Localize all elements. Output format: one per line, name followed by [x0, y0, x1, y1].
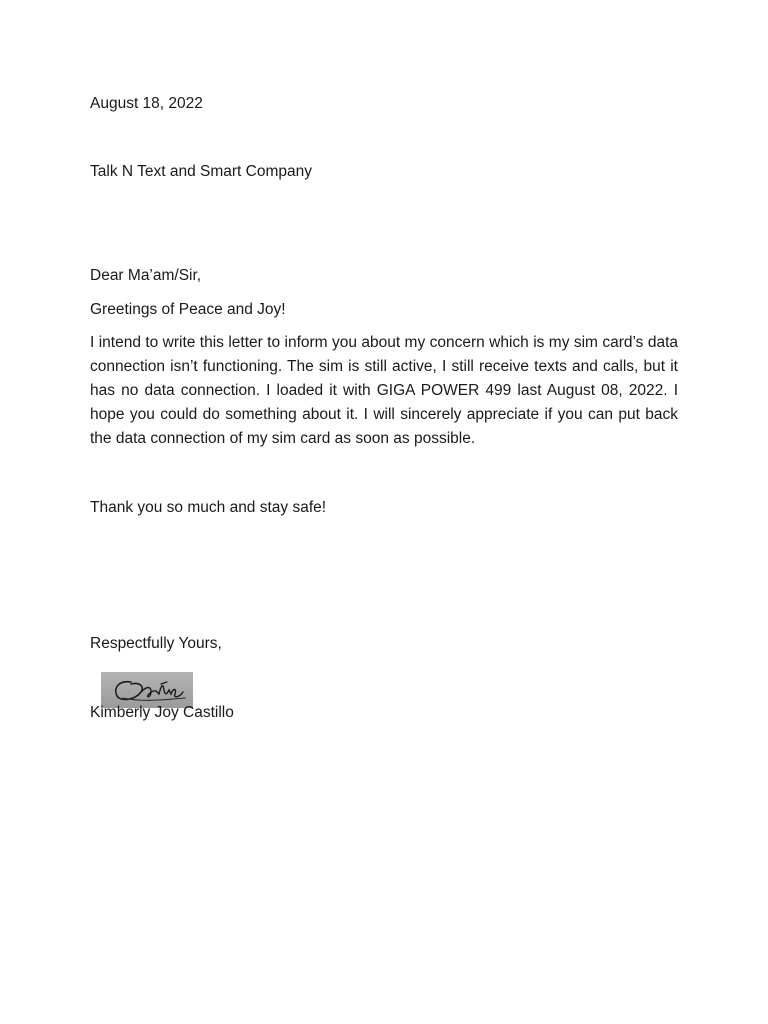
- letter-body: I intend to write this letter to inform you about my concern which is my sim card’s data connection isn’t functioning. The sim is still active, I still receive texts and calls, but it has no data connection. I loaded it with GIGA POWER 499 last August 08, 2022. I hope you could do something about it. I will sincerely appreciate if you can put back the data connection of my sim card as soon as possible.: [90, 334, 678, 447]
- letter-recipient: Talk N Text and Smart Company: [90, 163, 312, 180]
- letter-thanks: Thank you so much and stay safe!: [90, 499, 327, 516]
- letter-salutation: Dear Ma’am/Sir,: [90, 267, 202, 284]
- sender-name: Kimberly Joy Castillo: [90, 704, 234, 721]
- letter-date: August 18, 2022: [90, 95, 203, 112]
- letter-greeting: Greetings of Peace and Joy!: [90, 301, 286, 318]
- letter-closing: Respectfully Yours,: [90, 635, 222, 652]
